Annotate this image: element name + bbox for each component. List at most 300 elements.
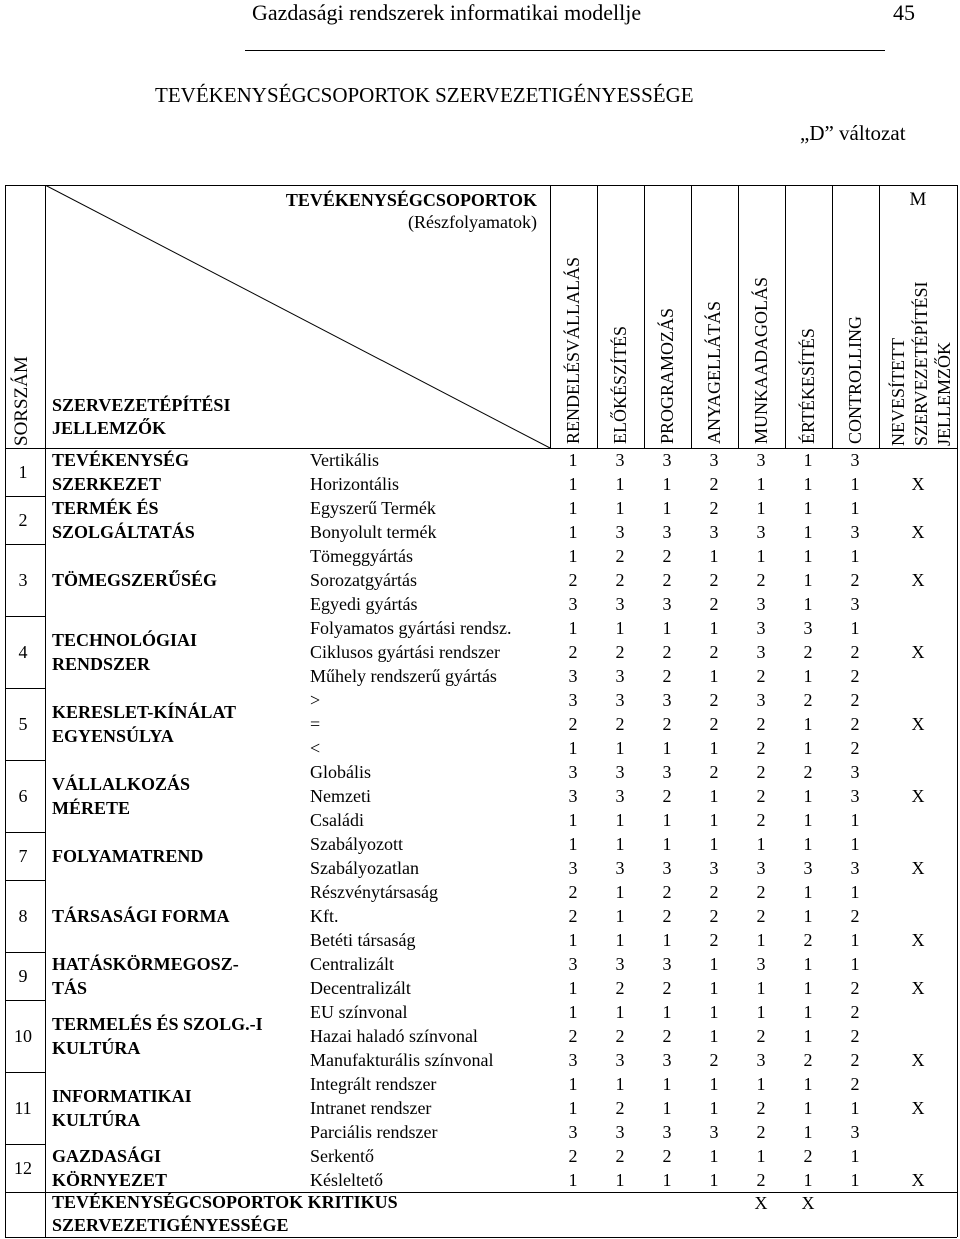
- row-value: 3: [615, 666, 625, 686]
- footer-label: SZERVEZETIGÉNYESSÉGE: [52, 1215, 289, 1235]
- row-value: 2: [756, 810, 766, 830]
- row-value: 1: [568, 738, 578, 758]
- running-title: Gazdasági rendszerek informatikai modellje: [252, 0, 642, 25]
- footer-value: X: [801, 1193, 815, 1213]
- row-value: 2: [568, 906, 578, 926]
- row-mark: X: [911, 474, 925, 494]
- row-value: 1: [803, 954, 813, 974]
- row-value: 1: [803, 1002, 813, 1022]
- row-name: Kft.: [310, 906, 339, 926]
- row-value: 1: [568, 1074, 578, 1094]
- row-value: 1: [756, 1002, 766, 1022]
- column-header: ANYAGELLÁTÁS: [704, 301, 724, 444]
- row-value: 2: [568, 882, 578, 902]
- column-header: CONTROLLING: [845, 316, 865, 444]
- row-mark: [903, 688, 933, 712]
- row-value: 1: [850, 1170, 860, 1190]
- row-value: 3: [709, 522, 719, 542]
- row-value: 3: [615, 1122, 625, 1142]
- row-value: 2: [709, 762, 719, 782]
- row-value: 1: [850, 546, 860, 566]
- group-label: GAZDASÁGI: [52, 1146, 162, 1166]
- group-number: 4: [18, 642, 28, 662]
- row-value: 1: [756, 474, 766, 494]
- row-mark: [903, 832, 933, 856]
- variant-label: „D” változat: [800, 121, 906, 145]
- row-name: Ciklusos gyártási rendszer: [310, 642, 500, 662]
- row-name: Manufakturális színvonal: [310, 1050, 494, 1070]
- row-value: 3: [850, 450, 860, 470]
- row-value: 1: [803, 810, 813, 830]
- row-value: 2: [662, 882, 672, 902]
- row-value: 3: [662, 954, 672, 974]
- header-column-border: [785, 185, 786, 448]
- row-mark: [903, 1144, 933, 1168]
- row-value: 2: [709, 906, 719, 926]
- row-name: Betéti társaság: [310, 930, 416, 950]
- row-value: 1: [568, 474, 578, 494]
- corner-bottom-label: JELLEMZŐK: [52, 418, 167, 438]
- group-number: 12: [14, 1158, 32, 1178]
- header-column-border: [832, 185, 833, 448]
- row-value: 1: [803, 978, 813, 998]
- row-value: 1: [568, 450, 578, 470]
- row-value: 3: [568, 594, 578, 614]
- row-value: 3: [615, 522, 625, 542]
- row-value: 1: [803, 1098, 813, 1118]
- footer-value: [605, 1191, 635, 1215]
- row-name: Sorozatgyártás: [310, 570, 417, 590]
- row-value: 3: [850, 786, 860, 806]
- row-value: 3: [756, 1050, 766, 1070]
- row-mark: [903, 616, 933, 640]
- row-value: 2: [756, 570, 766, 590]
- row-name: Késleltető: [310, 1170, 383, 1190]
- header-column-border: [691, 185, 692, 448]
- row-value: 1: [568, 618, 578, 638]
- row-value: 1: [709, 1098, 719, 1118]
- row-value: 1: [803, 570, 813, 590]
- row-value: 2: [568, 714, 578, 734]
- group-number: 11: [14, 1098, 32, 1118]
- row-mark: [903, 1120, 933, 1144]
- group-label: HATÁSKÖRMEGOSZ-: [52, 954, 239, 974]
- row-value: 1: [850, 1098, 860, 1118]
- row-value: 2: [615, 1146, 625, 1166]
- row-value: 3: [615, 786, 625, 806]
- row-value: 2: [662, 714, 672, 734]
- row-value: 3: [850, 1122, 860, 1142]
- row-name: Tömeggyártás: [310, 546, 413, 566]
- row-value: 3: [568, 690, 578, 710]
- row-value: 3: [662, 858, 672, 878]
- row-mark: [903, 808, 933, 832]
- group-number: 5: [18, 714, 28, 734]
- header-column-border: [738, 185, 739, 448]
- row-value: 1: [709, 954, 719, 974]
- row-value: 3: [615, 450, 625, 470]
- row-name: Intranet rendszer: [310, 1098, 432, 1118]
- row-name: Egyedi gyártás: [310, 594, 418, 614]
- row-value: 3: [615, 858, 625, 878]
- row-value: 2: [756, 786, 766, 806]
- row-value: 3: [662, 522, 672, 542]
- row-value: 2: [850, 906, 860, 926]
- row-value: 1: [850, 930, 860, 950]
- row-value: 2: [756, 1170, 766, 1190]
- group-label: TERMELÉS ÉS SZOLG.-I: [52, 1014, 263, 1034]
- last-column-header-line: NEVESÍTETT: [888, 338, 908, 446]
- row-value: 2: [615, 642, 625, 662]
- page-title: TEVÉKENYSÉGCSOPORTOK SZERVEZETIGÉNYESSÉGE: [155, 83, 694, 107]
- row-value: 1: [662, 474, 672, 494]
- row-value: 1: [709, 738, 719, 758]
- row-name: Bonyolult termék: [310, 522, 437, 542]
- group-label: TÁRSASÁGI FORMA: [52, 906, 230, 926]
- row-value: 2: [709, 570, 719, 590]
- row-value: 2: [803, 642, 813, 662]
- row-value: 1: [756, 1146, 766, 1166]
- row-value: 2: [615, 714, 625, 734]
- row-value: 1: [615, 810, 625, 830]
- row-value: 2: [756, 1098, 766, 1118]
- row-value: 1: [615, 474, 625, 494]
- corner-top-sublabel: (Részfolyamatok): [408, 212, 537, 232]
- row-value: 2: [803, 690, 813, 710]
- row-value: 3: [709, 450, 719, 470]
- row-value: 2: [615, 978, 625, 998]
- row-value: 1: [850, 1146, 860, 1166]
- row-value: 2: [709, 882, 719, 902]
- row-value: 3: [709, 858, 719, 878]
- row-name: Hazai haladó színvonal: [310, 1026, 478, 1046]
- row-mark: X: [911, 978, 925, 998]
- row-mark: X: [911, 1098, 925, 1118]
- row-value: 1: [568, 1170, 578, 1190]
- row-value: 2: [615, 1098, 625, 1118]
- group-label: INFORMATIKAI: [52, 1086, 192, 1106]
- row-mark: [903, 736, 933, 760]
- row-value: 1: [662, 930, 672, 950]
- row-value: 2: [615, 1026, 625, 1046]
- row-value: 1: [662, 1170, 672, 1190]
- row-value: 1: [803, 786, 813, 806]
- row-value: 2: [662, 642, 672, 662]
- row-value: 2: [568, 642, 578, 662]
- row-name: <: [310, 738, 321, 758]
- row-mark: [903, 1000, 933, 1024]
- row-value: 1: [568, 546, 578, 566]
- group-label: RENDSZER: [52, 654, 151, 674]
- footer-value: [840, 1191, 870, 1215]
- row-value: 3: [662, 594, 672, 614]
- row-value: 3: [709, 1122, 719, 1142]
- row-value: 2: [662, 978, 672, 998]
- row-name: Műhely rendszerű gyártás: [310, 666, 497, 686]
- last-column-header: [887, 281, 956, 446]
- row-value: 1: [615, 1074, 625, 1094]
- row-value: 2: [662, 546, 672, 566]
- group-number: 10: [14, 1026, 32, 1046]
- row-mark: [903, 592, 933, 616]
- row-value: 2: [803, 1050, 813, 1070]
- row-value: 1: [709, 1026, 719, 1046]
- row-value: 1: [803, 714, 813, 734]
- footer-label: TEVÉKENYSÉGCSOPORTOK KRITIKUS: [52, 1192, 398, 1212]
- row-mark: X: [911, 522, 925, 542]
- group-label: MÉRETE: [52, 798, 131, 818]
- column-header: ÉRTÉKESÍTÉS: [798, 328, 818, 444]
- row-value: 2: [709, 714, 719, 734]
- corner-top-label: TEVÉKENYSÉGCSOPORTOK: [285, 190, 537, 210]
- row-value: 2: [756, 762, 766, 782]
- row-value: 2: [709, 474, 719, 494]
- row-value: 1: [803, 906, 813, 926]
- row-value: 1: [709, 666, 719, 686]
- column-header: PROGRAMOZÁS: [657, 307, 677, 444]
- row-value: 2: [850, 642, 860, 662]
- row-value: 2: [850, 714, 860, 734]
- row-mark: X: [911, 570, 925, 590]
- row-value: 1: [756, 978, 766, 998]
- row-value: 1: [803, 834, 813, 854]
- row-value: 1: [803, 546, 813, 566]
- row-mark: X: [911, 642, 925, 662]
- row-value: 1: [850, 474, 860, 494]
- row-mark: X: [911, 1050, 925, 1070]
- row-value: 2: [756, 1122, 766, 1142]
- row-value: 1: [803, 1122, 813, 1142]
- row-value: 1: [662, 810, 672, 830]
- row-value: 2: [850, 666, 860, 686]
- row-value: 2: [756, 714, 766, 734]
- row-value: 1: [662, 1002, 672, 1022]
- row-value: 1: [756, 834, 766, 854]
- group-label: TÁS: [52, 978, 88, 998]
- row-name: >: [310, 690, 321, 710]
- row-value: 1: [615, 834, 625, 854]
- row-value: 3: [568, 762, 578, 782]
- row-value: 1: [662, 1098, 672, 1118]
- row-value: 3: [568, 786, 578, 806]
- row-value: 1: [615, 498, 625, 518]
- row-name: Vertikális: [310, 450, 379, 470]
- page-number: 45: [893, 0, 915, 25]
- row-value: 1: [803, 1074, 813, 1094]
- row-value: 1: [615, 1170, 625, 1190]
- row-value: 2: [756, 882, 766, 902]
- row-name: EU színvonal: [310, 1002, 408, 1022]
- row-value: 2: [615, 546, 625, 566]
- footer-value: [652, 1191, 682, 1215]
- sorszam-header: SORSZÁM: [11, 356, 32, 446]
- row-value: 3: [850, 522, 860, 542]
- row-value: 2: [568, 1026, 578, 1046]
- row-value: 3: [662, 690, 672, 710]
- row-value: 2: [709, 498, 719, 518]
- row-name: Szabályozatlan: [310, 858, 419, 878]
- row-value: 2: [568, 570, 578, 590]
- row-value: 3: [615, 690, 625, 710]
- row-value: 2: [615, 570, 625, 590]
- row-value: 3: [850, 762, 860, 782]
- row-mark: [903, 1072, 933, 1096]
- group-label: SZERKEZET: [52, 474, 162, 494]
- group-label: TEVÉKENYSÉG: [52, 450, 190, 470]
- row-value: 1: [568, 522, 578, 542]
- row-mark: X: [911, 930, 925, 950]
- row-mark: [903, 904, 933, 928]
- row-value: 1: [709, 834, 719, 854]
- header-column-border: [550, 185, 551, 448]
- column-header: RENDELÉSVÁLLALÁS: [563, 257, 583, 444]
- group-label: TÖMEGSZERŰSÉG: [52, 570, 218, 590]
- row-value: 1: [568, 810, 578, 830]
- row-value: 3: [662, 1122, 672, 1142]
- row-value: 1: [850, 954, 860, 974]
- row-value: 3: [756, 522, 766, 542]
- row-value: 1: [709, 618, 719, 638]
- row-mark: X: [911, 786, 925, 806]
- row-value: 1: [709, 1146, 719, 1166]
- group-number: 2: [18, 510, 28, 530]
- row-value: 3: [568, 858, 578, 878]
- row-value: 1: [709, 786, 719, 806]
- group-number: 6: [18, 786, 28, 806]
- row-value: 3: [803, 858, 813, 878]
- row-value: 2: [803, 1146, 813, 1166]
- row-mark: [903, 760, 933, 784]
- row-value: 3: [662, 450, 672, 470]
- row-value: 1: [615, 882, 625, 902]
- row-name: Integrált rendszer: [310, 1074, 437, 1094]
- row-value: 3: [568, 954, 578, 974]
- header-column-border: [597, 185, 598, 448]
- row-value: 1: [709, 1170, 719, 1190]
- row-value: 1: [615, 906, 625, 926]
- header-column-border: [879, 185, 880, 448]
- row-value: 2: [850, 690, 860, 710]
- row-value: 1: [662, 1074, 672, 1094]
- row-value: 1: [568, 834, 578, 854]
- row-value: 1: [568, 1098, 578, 1118]
- header-rule: [245, 50, 885, 51]
- row-value: 3: [568, 666, 578, 686]
- row-value: 2: [803, 930, 813, 950]
- row-value: 2: [803, 762, 813, 782]
- row-value: 1: [850, 882, 860, 902]
- table-right-border: [957, 185, 958, 1237]
- row-value: 1: [662, 618, 672, 638]
- row-value: 1: [803, 1170, 813, 1190]
- group-number: 8: [18, 906, 28, 926]
- row-name: Részvénytársaság: [310, 882, 438, 902]
- row-mark: [903, 544, 933, 568]
- row-name: Centralizált: [310, 954, 394, 974]
- row-value: 2: [709, 930, 719, 950]
- row-value: 3: [756, 642, 766, 662]
- row-value: 1: [709, 546, 719, 566]
- row-value: 1: [850, 834, 860, 854]
- row-value: 1: [568, 498, 578, 518]
- row-value: 1: [803, 594, 813, 614]
- row-value: 1: [568, 1002, 578, 1022]
- row-value: 1: [803, 522, 813, 542]
- row-value: 3: [756, 618, 766, 638]
- row-name: Globális: [310, 762, 371, 782]
- header-column-border: [644, 185, 645, 448]
- row-value: 2: [662, 786, 672, 806]
- group-label: KERESLET-KÍNÁLAT: [52, 702, 237, 722]
- row-value: 1: [803, 450, 813, 470]
- row-value: 1: [709, 1002, 719, 1022]
- last-column-header-line: JELLEMZŐK: [934, 342, 954, 446]
- row-mark: [903, 952, 933, 976]
- group-label: KÖRNYEZET: [52, 1170, 168, 1190]
- group-number: 1: [18, 462, 28, 482]
- last-column-header-line: SZERVEZETÉPÍTÉSI: [911, 281, 931, 446]
- row-value: 2: [568, 1146, 578, 1166]
- row-value: 3: [803, 618, 813, 638]
- row-value: 2: [709, 642, 719, 662]
- column-header: MUNKAADAGOLÁS: [751, 276, 771, 444]
- row-value: 3: [756, 450, 766, 470]
- row-value: 1: [803, 666, 813, 686]
- row-mark: [903, 1024, 933, 1048]
- corner-bottom-label: SZERVEZETÉPÍTÉSI: [52, 395, 231, 415]
- group-label: KULTÚRA: [52, 1110, 141, 1130]
- row-value: 1: [756, 1074, 766, 1094]
- row-value: 2: [850, 978, 860, 998]
- row-value: 3: [850, 594, 860, 614]
- row-value: 3: [568, 1122, 578, 1142]
- row-value: 1: [803, 738, 813, 758]
- row-value: 2: [756, 666, 766, 686]
- row-mark: X: [911, 714, 925, 734]
- row-value: 1: [662, 498, 672, 518]
- row-value: 3: [615, 594, 625, 614]
- row-mark: [903, 496, 933, 520]
- row-value: 1: [803, 882, 813, 902]
- row-name: Horizontális: [310, 474, 399, 494]
- row-value: 2: [850, 1074, 860, 1094]
- row-value: 3: [850, 858, 860, 878]
- row-value: 2: [662, 1026, 672, 1046]
- row-value: 2: [662, 570, 672, 590]
- row-mark: [903, 448, 933, 472]
- row-value: 1: [615, 618, 625, 638]
- row-name: Egyszerű Termék: [310, 498, 436, 518]
- row-value: 3: [756, 690, 766, 710]
- row-name: Folyamatos gyártási rendsz.: [310, 618, 512, 638]
- column-header: ELŐKÉSZÍTÉS: [610, 326, 630, 444]
- row-name: Parciális rendszer: [310, 1122, 438, 1142]
- row-name: Nemzeti: [310, 786, 371, 806]
- footer-value: [699, 1191, 729, 1215]
- group-label: FOLYAMATREND: [52, 846, 204, 866]
- row-value: 3: [568, 1050, 578, 1070]
- row-value: 1: [662, 834, 672, 854]
- row-value: 2: [709, 1050, 719, 1070]
- group-label: VÁLLALKOZÁS: [52, 774, 191, 794]
- row-value: 2: [662, 906, 672, 926]
- footer-value: [558, 1191, 588, 1215]
- group-number: 9: [18, 966, 28, 986]
- row-value: 3: [756, 858, 766, 878]
- row-mark: [903, 880, 933, 904]
- row-value: 2: [662, 1146, 672, 1166]
- row-value: 3: [662, 1050, 672, 1070]
